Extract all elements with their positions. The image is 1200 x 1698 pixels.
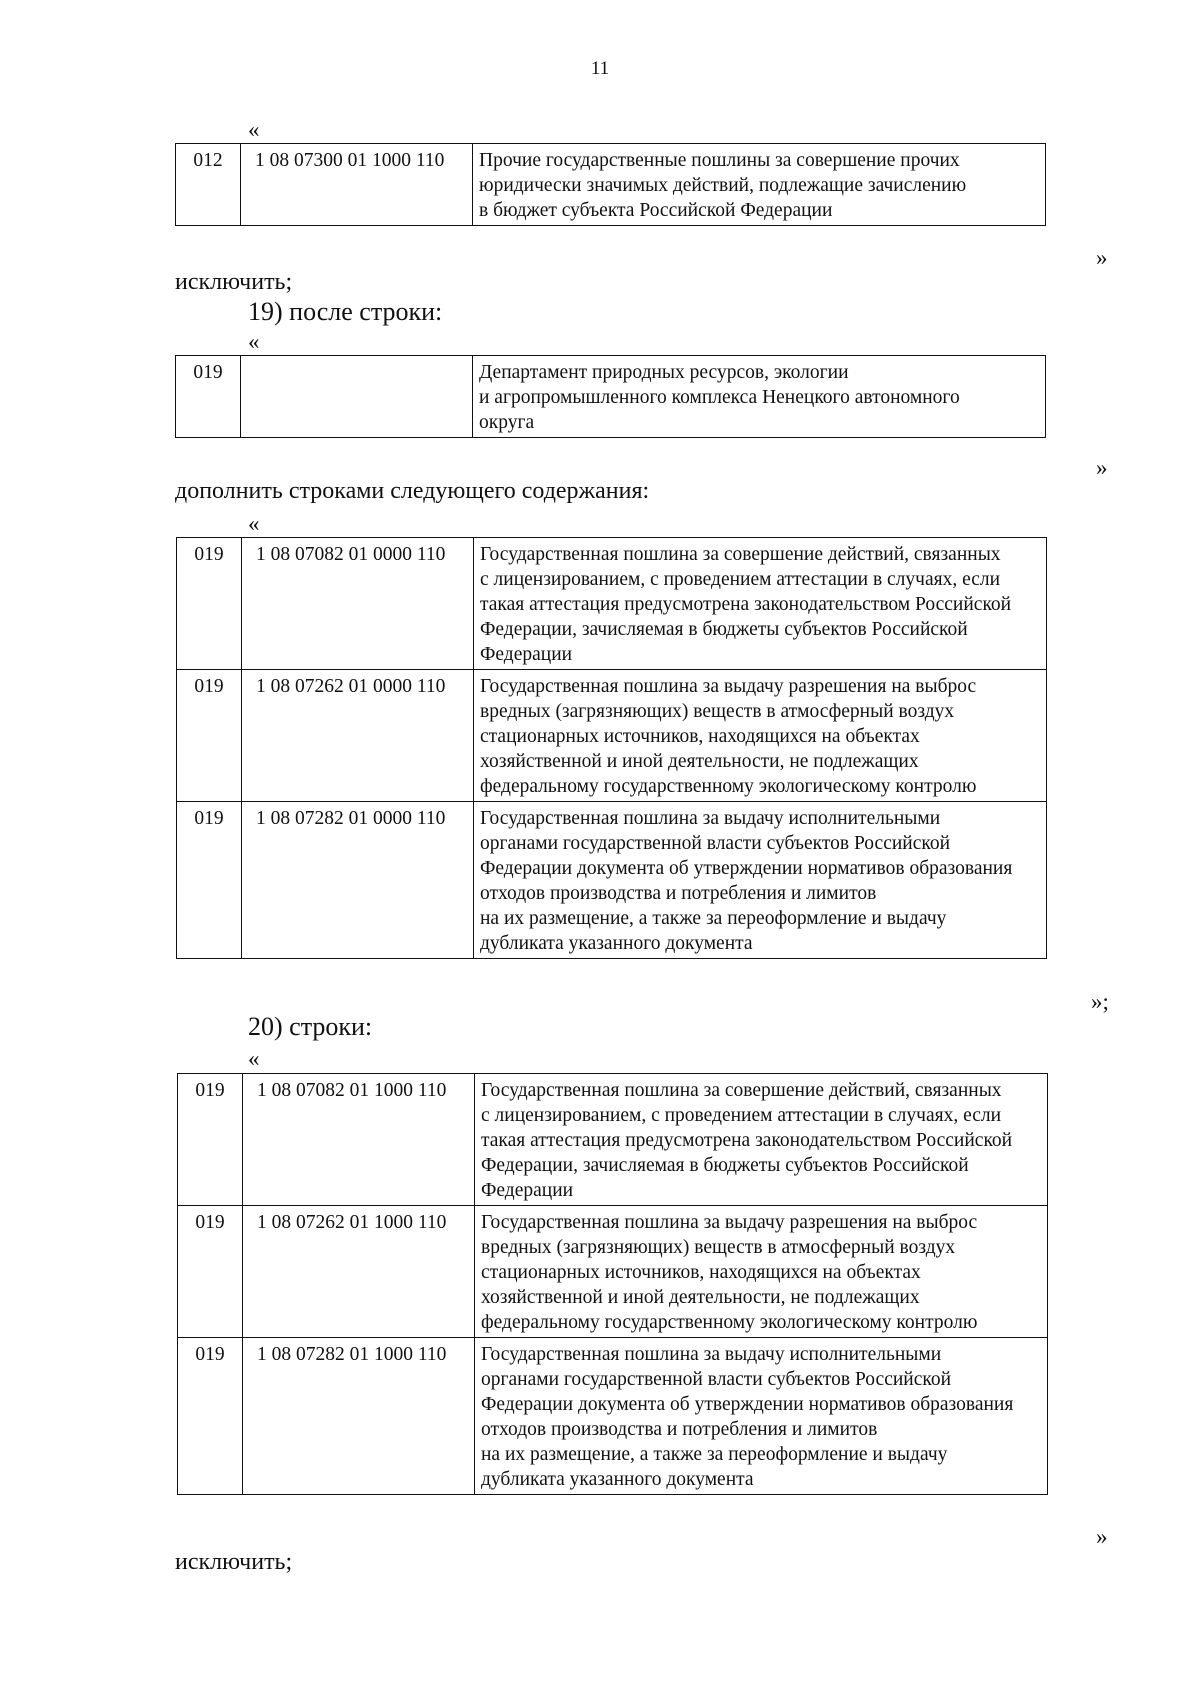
description-line: Департамент природных ресурсов, экологии [479, 362, 849, 383]
budget-code-cell: 1 08 07262 01 0000 110 [242, 670, 474, 802]
admin-code-cell: 019 [178, 1338, 243, 1495]
description-line: и агропромышленного комплекса Ненецкого автономного [479, 387, 960, 408]
description-line: органами государственной власти субъектов Российской [481, 1369, 952, 1390]
description-cell [475, 1338, 1048, 1495]
budget-code-cell: 1 08 07300 01 1000 110 [241, 144, 473, 226]
instruction-text: исключить; [175, 269, 293, 295]
budget-code-cell: 1 08 07282 01 1000 110 [243, 1338, 475, 1495]
description-line: Государственная пошлина за выдачу исполнительными [481, 1344, 942, 1365]
description-line: федеральному государственному экологическому контролю [480, 776, 977, 797]
description-line: такая аттестация предусмотрена законодательством Российской [481, 1130, 1013, 1151]
open-quote: « [248, 1046, 260, 1071]
open-quote: « [248, 511, 260, 536]
description-cell [474, 670, 1047, 802]
budget-code-cell: 1 08 07082 01 1000 110 [243, 1074, 475, 1206]
instruction-text: дополнить строками следующего содержания: [175, 478, 650, 504]
description-cell [474, 802, 1047, 959]
description-line: стационарных источников, находящихся на объектах [480, 726, 920, 747]
description-cell [473, 144, 1046, 226]
description-line: отходов производства и потребления и лимитов [480, 883, 877, 904]
description-line: Федерации, зачисляемая в бюджеты субъектов Российской [481, 1155, 969, 1176]
description-line: с лицензированием, с проведением аттестации в случаях, если [481, 1105, 1002, 1126]
description-line: дубликата указанного документа [481, 1469, 754, 1490]
table-row [178, 1074, 1048, 1206]
description-cell [473, 356, 1046, 438]
budget-code-table [175, 355, 1046, 438]
description-line: Прочие государственные пошлины за совершение прочих [479, 150, 960, 171]
description-line: органами государственной власти субъектов Российской [480, 833, 951, 854]
open-quote: « [248, 329, 260, 354]
admin-code-cell: 019 [177, 802, 242, 959]
description-line: округа [479, 412, 535, 433]
item-19-heading: 19) после строки: [248, 297, 443, 326]
description-line: Федерации, зачисляемая в бюджеты субъектов Российской [480, 619, 968, 640]
description-line: вредных (загрязняющих) веществ в атмосферный воздух [480, 701, 955, 722]
budget-code-table [175, 143, 1046, 226]
admin-code-cell: 019 [177, 538, 242, 670]
instruction-text: исключить; [175, 1549, 293, 1575]
description-line: стационарных источников, находящихся на объектах [481, 1262, 921, 1283]
budget-code-cell [241, 356, 473, 438]
description-line: такая аттестация предусмотрена законодательством Российской [480, 594, 1012, 615]
description-line: отходов производства и потребления и лимитов [481, 1419, 878, 1440]
description-line: на их размещение, а также за переоформление и выдачу [480, 908, 947, 929]
close-quote: » [1096, 1524, 1108, 1549]
admin-code-cell: 019 [178, 1074, 243, 1206]
description-line: Государственная пошлина за выдачу разрешения на выброс [481, 1212, 978, 1233]
description-line: хозяйственной и иной деятельности, не подлежащих [481, 1287, 920, 1308]
admin-code-cell: 019 [178, 1206, 243, 1338]
description-line: с лицензированием, с проведением аттестации в случаях, если [480, 569, 1001, 590]
description-line: Федерации [481, 1180, 574, 1201]
budget-code-cell: 1 08 07262 01 1000 110 [243, 1206, 475, 1338]
description-line: Государственная пошлина за совершение действий, связанных [480, 544, 1001, 565]
page-number: 11 [590, 58, 610, 79]
table-row [176, 356, 1046, 438]
close-quote: » [1096, 455, 1108, 480]
admin-code-cell: 019 [177, 670, 242, 802]
close-quote: »; [1091, 989, 1109, 1014]
description-line: дубликата указанного документа [480, 933, 753, 954]
description-line: Федерации документа об утверждении нормативов образования [481, 1394, 1014, 1415]
description-cell [475, 1074, 1048, 1206]
table-row [178, 1206, 1048, 1338]
item-20-heading: 20) строки: [248, 1012, 373, 1041]
table-row [176, 144, 1046, 226]
description-line: Федерации [480, 644, 573, 665]
description-line: юридически значимых действий, подлежащие зачислению [479, 175, 967, 196]
close-quote: » [1096, 245, 1108, 270]
description-line: федеральному государственному экологическому контролю [481, 1312, 978, 1333]
description-line: хозяйственной и иной деятельности, не подлежащих [480, 751, 919, 772]
description-cell [474, 538, 1047, 670]
budget-code-table [177, 1073, 1048, 1495]
open-quote: « [248, 117, 260, 142]
description-line: Государственная пошлина за выдачу исполнительными [480, 808, 941, 829]
description-line: в бюджет субъекта Российской Федерации [479, 200, 833, 221]
description-line: Государственная пошлина за совершение действий, связанных [481, 1080, 1002, 1101]
description-line: на их размещение, а также за переоформление и выдачу [481, 1444, 948, 1465]
budget-code-cell: 1 08 07282 01 0000 110 [242, 802, 474, 959]
table-row [178, 1338, 1048, 1495]
description-line: вредных (загрязняющих) веществ в атмосферный воздух [481, 1237, 956, 1258]
description-cell [475, 1206, 1048, 1338]
table-row [177, 670, 1047, 802]
description-line: Федерации документа об утверждении нормативов образования [480, 858, 1013, 879]
admin-code-cell: 019 [176, 356, 241, 438]
table-row [177, 538, 1047, 670]
admin-code-cell: 012 [176, 144, 241, 226]
budget-code-table [176, 537, 1047, 959]
description-line: Государственная пошлина за выдачу разрешения на выброс [480, 676, 977, 697]
budget-code-cell: 1 08 07082 01 0000 110 [242, 538, 474, 670]
table-row [177, 802, 1047, 959]
